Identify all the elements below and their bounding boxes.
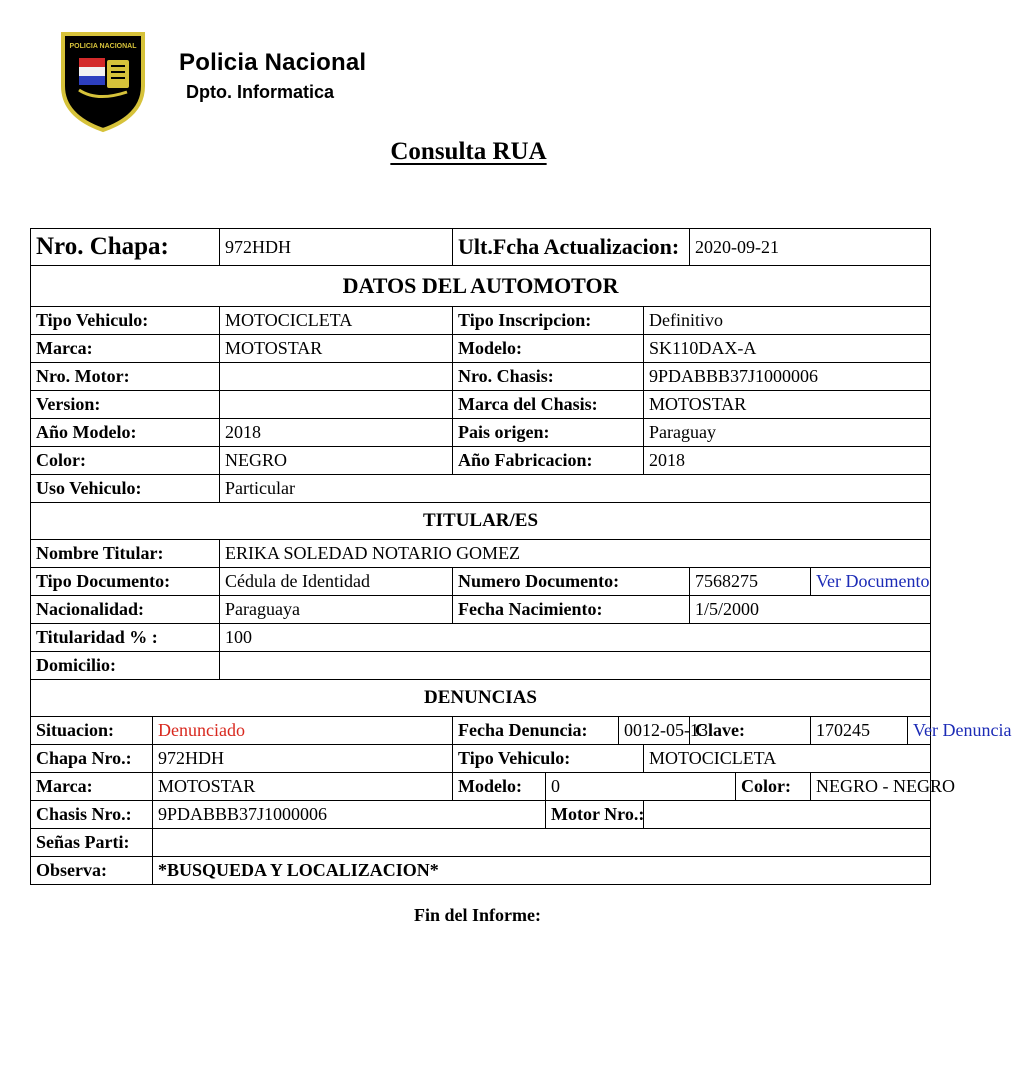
table-row [31,857,931,885]
chapa-nro-value: 972HDH [153,745,453,773]
clave-label: Clave: [690,717,811,745]
plate-row [31,229,931,266]
nacionalidad-label: Nacionalidad: [31,596,220,624]
titularidad-value: 100 [220,624,931,652]
nombre-titular-value: ERIKA SOLEDAD NOTARIO GOMEZ [220,540,931,568]
tipo-documento-value: Cédula de Identidad [220,568,453,596]
situacion-value: Denunciado [153,717,453,745]
table-row [31,335,931,363]
police-badge-logo [57,28,149,134]
logo-text: POLICIA NACIONAL [69,43,137,50]
tipo-inscripcion-value: Definitivo [644,307,931,335]
marca-chasis-label: Marca del Chasis: [453,391,644,419]
table-row [31,801,931,829]
domicilio-label: Domicilio: [31,652,220,680]
table-row [31,419,931,447]
pais-origen-label: Pais origen: [453,419,644,447]
fecha-denuncia-label: Fecha Denuncia: [453,717,619,745]
updated-label: Ult.Fcha Actualizacion: [453,229,690,266]
observa-value: *BUSQUEDA Y LOCALIZACION* [153,857,931,885]
report-end-text: Fin del Informe: [414,905,541,925]
marca-label: Marca: [31,335,220,363]
rua-report-table [30,228,1012,885]
pais-origen-value: Paraguay [644,419,931,447]
section-denuncias [31,680,931,717]
department-name: Dpto. Informatica [186,82,335,102]
denuncias-section-title: DENUNCIAS [31,680,931,717]
observa-label: Observa: [31,857,153,885]
numero-documento-label: Numero Documento: [453,568,690,596]
clave-value: 170245 [811,717,908,745]
nro-chasis-label: Nro. Chasis: [453,363,644,391]
nro-motor-value [220,363,453,391]
anio-modelo-label: Año Modelo: [31,419,220,447]
tipo-vehiculo-value: MOTOCICLETA [220,307,453,335]
titulares-section-title: TITULAR/ES [31,503,931,540]
anio-fabricacion-value: 2018 [644,447,931,475]
modelo-value: SK110DAX-A [644,335,931,363]
color-value: NEGRO [220,447,453,475]
color-label: Color: [31,447,220,475]
senas-label: Señas Parti: [31,829,153,857]
anio-fabricacion-label: Año Fabricacion: [453,447,644,475]
numero-documento-value: 7568275 [690,568,811,596]
modelo-label: Modelo: [453,335,644,363]
table-row [31,391,931,419]
table-row [31,829,931,857]
marca-chasis-value: MOTOSTAR [644,391,931,419]
nombre-titular-label: Nombre Titular: [31,540,220,568]
motor-nro-label: Motor Nro.: [546,801,644,829]
anio-modelo-value: 2018 [220,419,453,447]
marca-value: MOTOSTAR [220,335,453,363]
table-row [31,596,931,624]
den-marca-value: MOTOSTAR [153,773,453,801]
nacionalidad-value: Paraguaya [220,596,453,624]
table-row [31,568,931,596]
den-modelo-label: Modelo: [453,773,546,801]
tipo-documento-label: Tipo Documento: [31,568,220,596]
table-row [31,447,931,475]
ver-denuncia-link[interactable]: Ver Denuncia [908,717,931,745]
uso-vehiculo-value: Particular [220,475,931,503]
version-label: Version: [31,391,220,419]
table-row [31,475,931,503]
table-row [31,540,931,568]
senas-value [153,829,931,857]
table-row [31,363,931,391]
den-tipo-vehiculo-label: Tipo Vehiculo: [453,745,644,773]
fecha-nacimiento-value: 1/5/2000 [690,596,931,624]
table-row [31,717,931,745]
table-row [31,624,931,652]
table-row [31,745,931,773]
motor-nro-value [644,801,931,829]
den-modelo-value: 0 [546,773,736,801]
nro-chasis-value: 9PDABBB37J1000006 [644,363,931,391]
chasis-nro-value: 9PDABBB37J1000006 [153,801,546,829]
tipo-inscripcion-label: Tipo Inscripcion: [453,307,644,335]
table-row [31,773,931,801]
section-titulares [31,503,931,540]
plate-value: 972HDH [220,229,453,266]
den-color-value: NEGRO - NEGRO [811,773,931,801]
plate-label: Nro. Chapa: [31,229,220,266]
organization-name: Policia Nacional [179,49,367,76]
ver-documento-link[interactable]: Ver Documento [811,568,931,596]
automotor-section-title: DATOS DEL AUTOMOTOR [31,266,931,307]
table-row [31,652,931,680]
nro-motor-label: Nro. Motor: [31,363,220,391]
section-automotor [31,266,931,307]
fecha-denuncia-value: 0012-05-13 [619,717,690,745]
den-marca-label: Marca: [31,773,153,801]
fecha-nacimiento-label: Fecha Nacimiento: [453,596,690,624]
tipo-vehiculo-label: Tipo Vehiculo: [31,307,220,335]
titularidad-label: Titularidad % : [31,624,220,652]
chasis-nro-label: Chasis Nro.: [31,801,153,829]
situacion-label: Situacion: [31,717,153,745]
den-tipo-vehiculo-value: MOTOCICLETA [644,745,931,773]
uso-vehiculo-label: Uso Vehiculo: [31,475,220,503]
updated-value: 2020-09-21 [690,229,931,266]
table-row [31,307,931,335]
domicilio-value [220,652,931,680]
den-color-label: Color: [736,773,811,801]
page-title: Consulta RUA [390,138,547,165]
chapa-nro-label: Chapa Nro.: [31,745,153,773]
version-value [220,391,453,419]
